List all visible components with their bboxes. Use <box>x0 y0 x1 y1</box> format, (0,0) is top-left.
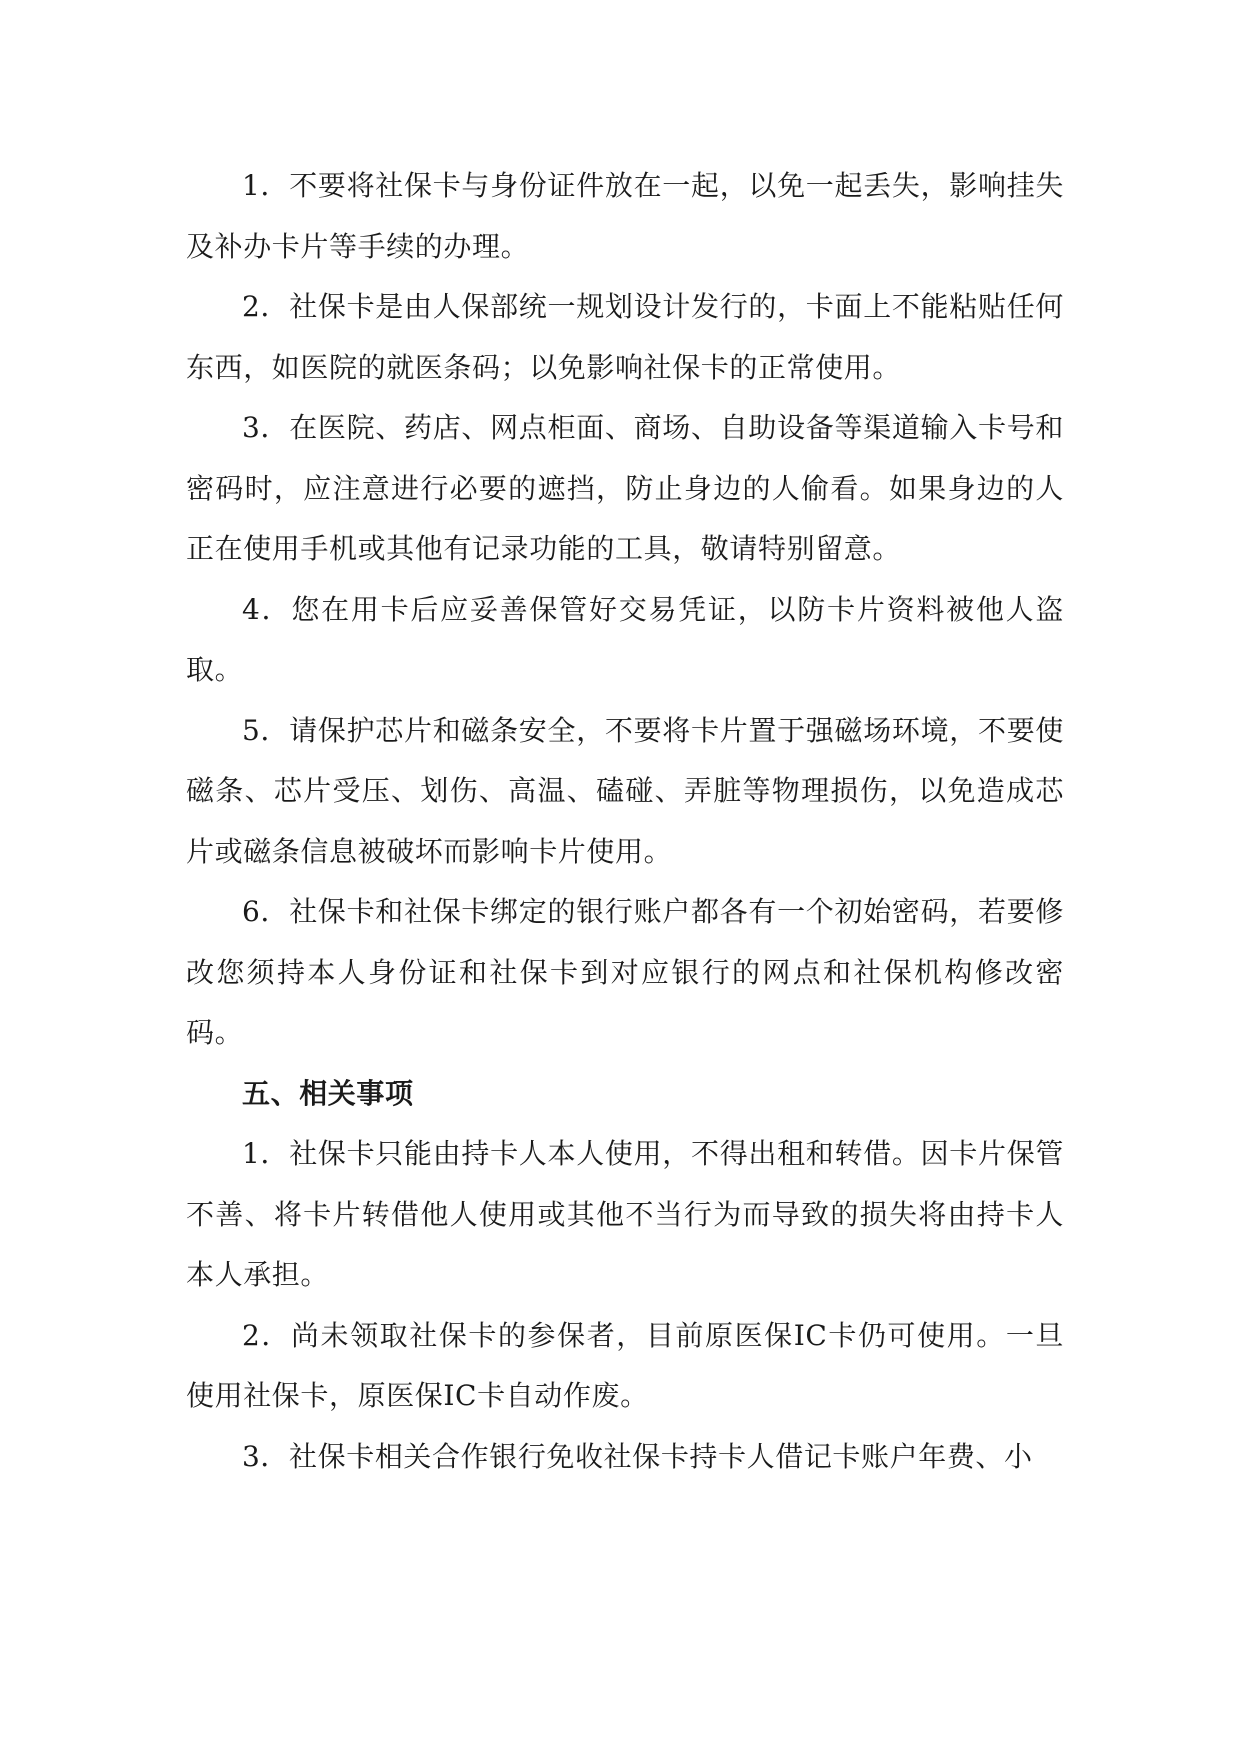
paragraph-item-1: 1．不要将社保卡与身份证件放在一起，以免一起丢失，影响挂失及补办卡片等手续的办理。 <box>186 169 1064 263</box>
paragraph-item-2: 2．社保卡是由人保部统一规划设计发行的，卡面上不能粘贴任何东西，如医院的就医条码；以免影响社保卡的正常使用。 <box>186 290 1064 384</box>
paragraph-item-6: 6．社保卡和社保卡绑定的银行账户都各有一个初始密码，若要修改您须持本人身份证和社保卡到对应银行的网点和社保机构修改密码。 <box>186 895 1064 1049</box>
paragraph-item-3: 3．在医院、药店、网点柜面、商场、自助设备等渠道输入卡号和密码时，应注意进行必要的遮挡，防止身边的人偷看。如果身边的人正在使用手机或其他有记录功能的工具，敬请特别留意。 <box>186 411 1064 565</box>
paragraph-item-4: 4．您在用卡后应妥善保管好交易凭证，以防卡片资料被他人盗取。 <box>186 592 1064 686</box>
related-item-1: 1．社保卡只能由持卡人本人使用，不得出租和转借。因卡片保管不善、将卡片转借他人使用或其他不当行为而导致的损失将由持卡人本人承担。 <box>186 1137 1064 1291</box>
related-item-3: 3．社保卡相关合作银行免收社保卡持卡人借记卡账户年费、小 <box>242 1439 1033 1473</box>
section-heading: 五、相关事项 <box>242 1076 414 1110</box>
paragraph-item-5: 5．请保护芯片和磁条安全，不要将卡片置于强磁场环境，不要使磁条、芯片受压、划伤、高温、磕碰、弄脏等物理损伤，以免造成芯片或磁条信息被破坏而影响卡片使用。 <box>186 713 1064 868</box>
related-item-2: 2．尚未领取社保卡的参保者，目前原医保IC卡仍可使用。一旦使用社保卡，原医保IC卡自动作废。 <box>186 1318 1064 1412</box>
document-body <box>186 156 1064 1487</box>
